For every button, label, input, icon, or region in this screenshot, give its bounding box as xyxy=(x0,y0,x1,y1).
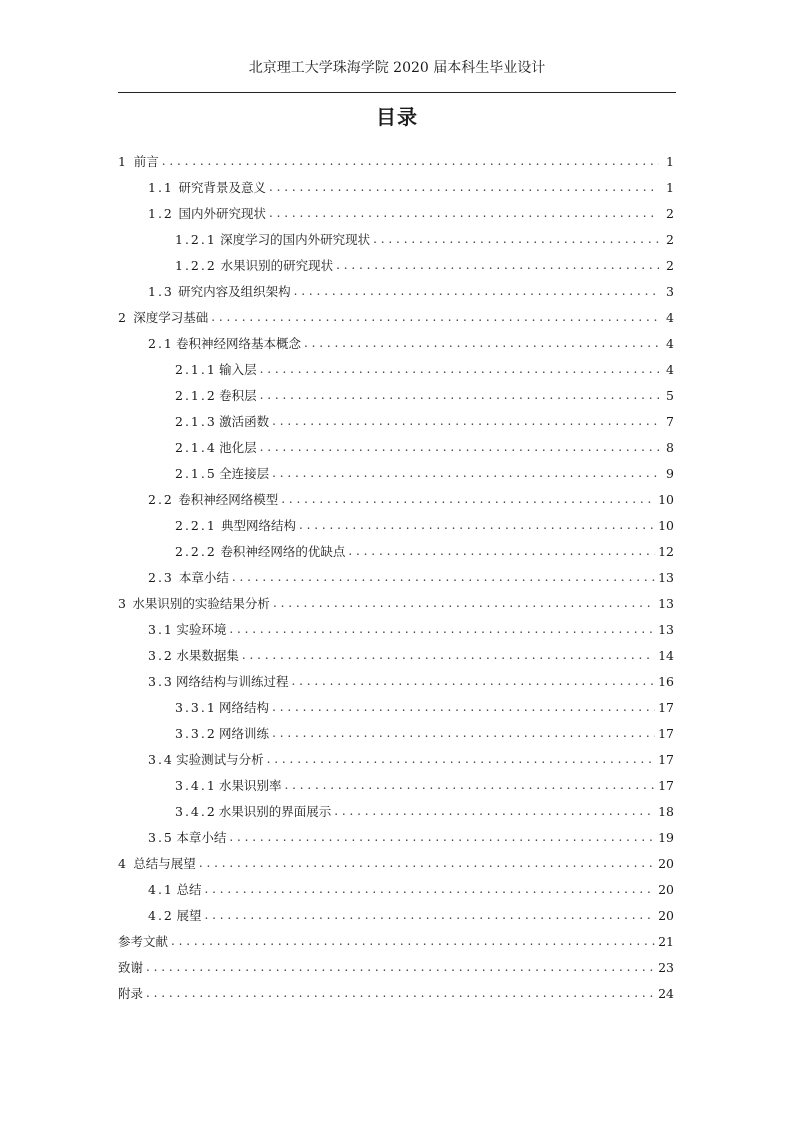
toc-dot-leader xyxy=(281,492,655,506)
toc-entry[interactable] xyxy=(118,356,674,382)
toc-entry-label: 全连接层 xyxy=(219,466,270,481)
toc-entry-page-number: 10 xyxy=(658,517,674,533)
toc-entry-label: 激活函数 xyxy=(219,414,270,429)
toc-entry-number: 4.1 xyxy=(148,881,174,897)
toc-dot-leader xyxy=(199,856,655,870)
toc-entry-label: 卷积层 xyxy=(219,388,257,403)
toc-entry-number: 1.2 xyxy=(148,205,174,221)
toc-dot-leader xyxy=(272,726,655,740)
toc-entry-label: 本章小结 xyxy=(176,830,227,845)
toc-entry[interactable] xyxy=(118,902,674,928)
toc-entry[interactable] xyxy=(118,642,674,668)
toc-dot-leader xyxy=(242,648,655,662)
toc-entry-number: 1.2.2 xyxy=(175,257,217,273)
toc-entry-page-number: 13 xyxy=(658,621,674,637)
toc-entry-page-number: 13 xyxy=(658,569,674,585)
toc-entry[interactable] xyxy=(118,668,674,694)
toc-entry-label: 卷积神经网络的优缺点 xyxy=(220,544,346,559)
toc-entry[interactable] xyxy=(118,850,674,876)
toc-entry-number: 3.3 xyxy=(148,673,174,689)
toc-entry-page-number: 14 xyxy=(658,647,674,663)
toc-entry-number: 2.3 xyxy=(148,569,174,585)
toc-entry-number: 2.1.2 xyxy=(175,387,217,403)
toc-entry-number: 1.1 xyxy=(148,179,174,195)
toc-entry-label: 水果识别的研究现状 xyxy=(220,258,334,273)
toc-entry-page-number: 10 xyxy=(658,491,674,507)
toc-entry-page-number: 2 xyxy=(666,257,674,273)
toc-dot-leader xyxy=(232,570,655,584)
toc-entry-number: 3.4.2 xyxy=(175,803,217,819)
toc-entry-label: 水果识别的实验结果分析 xyxy=(132,596,270,611)
toc-entry[interactable] xyxy=(118,174,674,200)
toc-entry-page-number: 9 xyxy=(666,465,674,481)
toc-entry-page-number: 23 xyxy=(658,959,674,975)
toc-entry-label: 展望 xyxy=(176,908,202,923)
toc-dot-leader xyxy=(272,414,659,428)
toc-entry[interactable] xyxy=(118,798,674,824)
toc-entry-page-number: 13 xyxy=(658,595,674,611)
toc-entry[interactable] xyxy=(118,512,674,538)
toc-entry[interactable] xyxy=(118,226,674,252)
toc-entry[interactable] xyxy=(118,590,674,616)
toc-dot-leader xyxy=(162,154,659,168)
page-title: 目录 xyxy=(376,105,418,129)
toc-entry[interactable] xyxy=(118,720,674,746)
toc-entry-label: 水果数据集 xyxy=(176,648,239,663)
toc-entry-label: 总结与展望 xyxy=(133,856,196,871)
toc-dot-leader xyxy=(146,960,655,974)
toc-entry[interactable] xyxy=(118,746,674,772)
toc-entry-label: 实验测试与分析 xyxy=(176,752,264,767)
toc-entry[interactable] xyxy=(118,330,674,356)
toc-entry-page-number: 1 xyxy=(666,153,674,169)
toc-entry-number: 4 xyxy=(118,855,128,871)
toc-entry-number: 4.2 xyxy=(148,907,174,923)
toc-entry-label: 水果识别率 xyxy=(218,778,282,793)
toc-entry-number: 3.4.1 xyxy=(175,777,217,793)
toc-entry-page-number: 12 xyxy=(658,543,674,559)
toc-entry-page-number: 8 xyxy=(666,439,674,455)
toc-entry-page-number: 3 xyxy=(666,283,674,299)
toc-dot-leader xyxy=(336,258,659,272)
toc-entry[interactable] xyxy=(118,200,674,226)
toc-dot-leader xyxy=(285,778,656,792)
toc-dot-leader xyxy=(294,284,659,298)
toc-entry[interactable] xyxy=(118,148,674,174)
toc-entry[interactable] xyxy=(118,434,674,460)
toc-entry-label: 输入层 xyxy=(219,362,257,377)
toc-entry-number: 3.3.1 xyxy=(175,699,217,715)
toc-entry-label: 总结 xyxy=(176,882,202,897)
toc-entry[interactable] xyxy=(118,304,674,330)
toc-entry-label: 深度学习的国内外研究现状 xyxy=(220,232,371,247)
toc-dot-leader xyxy=(205,908,656,922)
toc-entry[interactable] xyxy=(118,460,674,486)
toc-dot-leader xyxy=(299,518,655,532)
toc-entry-number: 3 xyxy=(118,595,128,611)
toc-entry-page-number: 17 xyxy=(658,751,674,767)
table-of-contents xyxy=(118,148,674,1006)
toc-entry-label: 本章小结 xyxy=(178,570,229,585)
toc-dot-leader xyxy=(304,336,659,350)
toc-entry-number: 2.2.2 xyxy=(175,543,217,559)
toc-dot-leader xyxy=(334,804,655,818)
toc-entry[interactable] xyxy=(118,616,674,642)
toc-entry-label: 国内外研究现状 xyxy=(178,206,266,221)
toc-dot-leader xyxy=(260,388,659,402)
toc-entry-page-number: 16 xyxy=(658,673,674,689)
toc-entry-page-number: 17 xyxy=(658,725,674,741)
toc-entry-label: 网络结构与训练过程 xyxy=(176,674,289,689)
toc-entry-label: 深度学习基础 xyxy=(133,310,209,325)
toc-entry-number: 2.2 xyxy=(148,491,174,507)
toc-entry-page-number: 4 xyxy=(666,335,674,351)
toc-entry-page-number: 5 xyxy=(666,387,674,403)
toc-entry[interactable] xyxy=(118,980,674,1006)
toc-dot-leader xyxy=(205,882,656,896)
toc-entry[interactable] xyxy=(118,876,674,902)
toc-entry-label: 池化层 xyxy=(219,440,257,455)
toc-entry[interactable] xyxy=(118,486,674,512)
toc-entry-page-number: 2 xyxy=(666,231,674,247)
toc-entry[interactable] xyxy=(118,538,674,564)
toc-entry-page-number: 4 xyxy=(666,309,674,325)
toc-entry-page-number: 20 xyxy=(658,907,674,923)
toc-entry-number: 3.4 xyxy=(148,751,174,767)
toc-entry-label: 卷积神经网络模型 xyxy=(178,492,279,507)
toc-entry[interactable] xyxy=(118,954,674,980)
running-header: 北京理工大学珠海学院 2020 届本科生毕业设计 xyxy=(248,60,546,76)
toc-entry-number: 2.1.3 xyxy=(175,413,217,429)
toc-entry-page-number: 17 xyxy=(658,777,674,793)
toc-entry-label: 网络结构 xyxy=(219,700,270,715)
toc-entry[interactable] xyxy=(118,278,674,304)
toc-entry-page-number: 20 xyxy=(658,881,674,897)
toc-dot-leader xyxy=(292,674,656,688)
toc-entry-page-number: 24 xyxy=(658,985,674,1001)
toc-dot-leader xyxy=(272,466,659,480)
toc-dot-leader xyxy=(229,622,655,636)
toc-entry-number: 3.2 xyxy=(148,647,174,663)
toc-dot-leader xyxy=(260,362,659,376)
toc-entry-page-number: 2 xyxy=(666,205,674,221)
toc-entry-page-number: 7 xyxy=(666,413,674,429)
toc-entry[interactable] xyxy=(118,564,674,590)
toc-dot-leader xyxy=(373,232,659,246)
toc-dot-leader xyxy=(348,544,655,558)
toc-entry-label: 实验环境 xyxy=(176,622,227,637)
header-rule xyxy=(118,92,676,93)
toc-entry-number: 2 xyxy=(118,309,128,325)
toc-entry-number: 3.5 xyxy=(148,829,174,845)
toc-entry-number: 2.1.1 xyxy=(175,361,217,377)
toc-dot-leader xyxy=(269,206,659,220)
toc-entry-number: 3.3.2 xyxy=(175,725,217,741)
toc-entry[interactable] xyxy=(118,694,674,720)
toc-entry-page-number: 1 xyxy=(666,179,674,195)
toc-entry-label: 研究背景及意义 xyxy=(178,180,266,195)
toc-entry-page-number: 18 xyxy=(658,803,674,819)
toc-entry-label: 前言 xyxy=(133,154,159,169)
toc-dot-leader xyxy=(273,596,655,610)
toc-entry-label: 参考文献 xyxy=(118,934,169,949)
toc-dot-leader xyxy=(269,180,659,194)
toc-dot-leader xyxy=(267,752,655,766)
toc-entry-label: 研究内容及组织架构 xyxy=(178,284,291,299)
toc-entry-number: 1 xyxy=(118,153,128,169)
toc-entry-label: 卷积神经网络基本概念 xyxy=(175,336,301,351)
toc-entry[interactable] xyxy=(118,382,674,408)
toc-entry-page-number: 20 xyxy=(658,855,674,871)
toc-entry-page-number: 19 xyxy=(658,829,674,845)
toc-dot-leader xyxy=(211,310,659,324)
toc-entry-label: 网络训练 xyxy=(219,726,270,741)
toc-entry[interactable] xyxy=(118,252,674,278)
toc-entry[interactable] xyxy=(118,928,674,954)
toc-dot-leader xyxy=(146,986,655,1000)
toc-dot-leader xyxy=(272,700,655,714)
toc-entry[interactable] xyxy=(118,772,674,798)
toc-entry-number: 2.1.4 xyxy=(175,439,217,455)
toc-entry-page-number: 4 xyxy=(666,361,674,377)
toc-entry-page-number: 17 xyxy=(658,699,674,715)
toc-entry-label: 水果识别的界面展示 xyxy=(218,804,332,819)
toc-entry-label: 致谢 xyxy=(118,960,144,975)
toc-entry-label: 典型网络结构 xyxy=(220,518,296,533)
toc-entry-number: 2.1 xyxy=(148,335,174,351)
toc-entry[interactable] xyxy=(118,824,674,850)
toc-entry-label: 附录 xyxy=(118,986,144,1001)
toc-entry-number: 3.1 xyxy=(148,621,174,637)
toc-entry-number: 2.2.1 xyxy=(175,517,217,533)
toc-entry-page-number: 21 xyxy=(658,933,674,949)
toc-entry-number: 1.3 xyxy=(148,283,174,299)
toc-dot-leader xyxy=(229,830,655,844)
toc-dot-leader xyxy=(171,934,655,948)
toc-entry[interactable] xyxy=(118,408,674,434)
toc-entry-number: 1.2.1 xyxy=(175,231,217,247)
toc-dot-leader xyxy=(260,440,659,454)
toc-entry-number: 2.1.5 xyxy=(175,465,217,481)
